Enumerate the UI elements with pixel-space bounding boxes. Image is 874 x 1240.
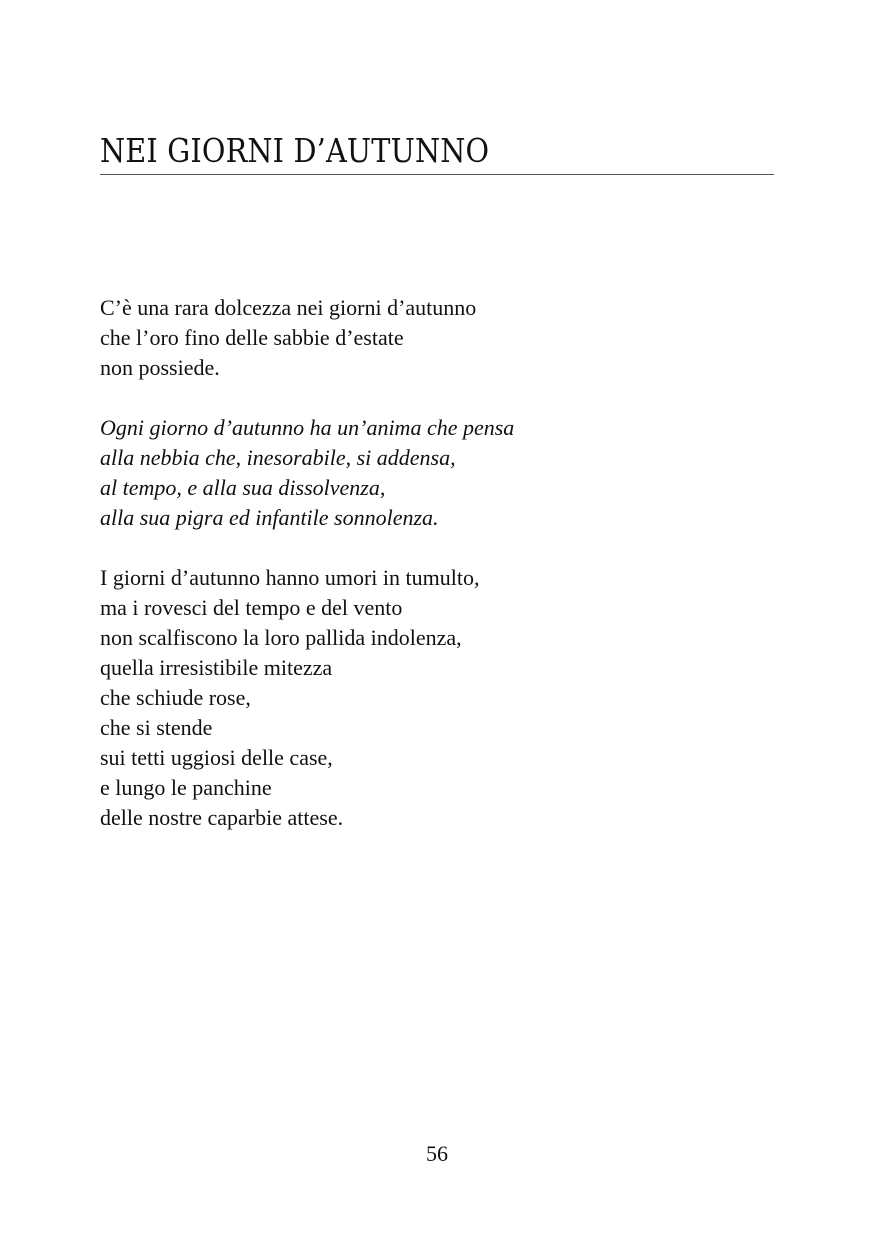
poem-line: alla sua pigra ed infantile sonnolenza. <box>100 505 439 530</box>
poem-line: e lungo le panchine <box>100 775 272 800</box>
stanza-1 <box>100 293 774 383</box>
poem-line: alla nebbia che, inesorabile, si addensa, <box>100 445 456 470</box>
stanza-2 <box>100 413 774 533</box>
poem-line: delle nostre caparbie attese. <box>100 805 344 830</box>
page-number: 56 <box>426 1141 448 1166</box>
poem-line: Ogni giorno d’autunno ha un’anima che pensa <box>100 415 515 440</box>
poem-line: I giorni d’autunno hanno umori in tumulto, <box>100 565 480 590</box>
poem-line: quella irresistibile mitezza <box>100 655 333 680</box>
page-title: NEI GIORNI D’AUTUNNO <box>100 131 490 170</box>
poem-line: C’è una rara dolcezza nei giorni d’autunno <box>100 295 477 320</box>
poem-line: che l’oro fino delle sabbie d’estate <box>100 325 404 350</box>
title-block <box>100 130 774 175</box>
poem-body <box>100 293 774 863</box>
poem-line: non scalfiscono la loro pallida indolenza, <box>100 625 462 650</box>
poem-line: che si stende <box>100 715 213 740</box>
poem-line: sui tetti uggiosi delle case, <box>100 745 333 770</box>
poem-line: ma i rovesci del tempo e del vento <box>100 595 403 620</box>
stanza-3 <box>100 563 774 833</box>
poem-line: che schiude rose, <box>100 685 251 710</box>
poem-line: al tempo, e alla sua dissolvenza, <box>100 475 386 500</box>
poem-line: non possiede. <box>100 355 220 380</box>
